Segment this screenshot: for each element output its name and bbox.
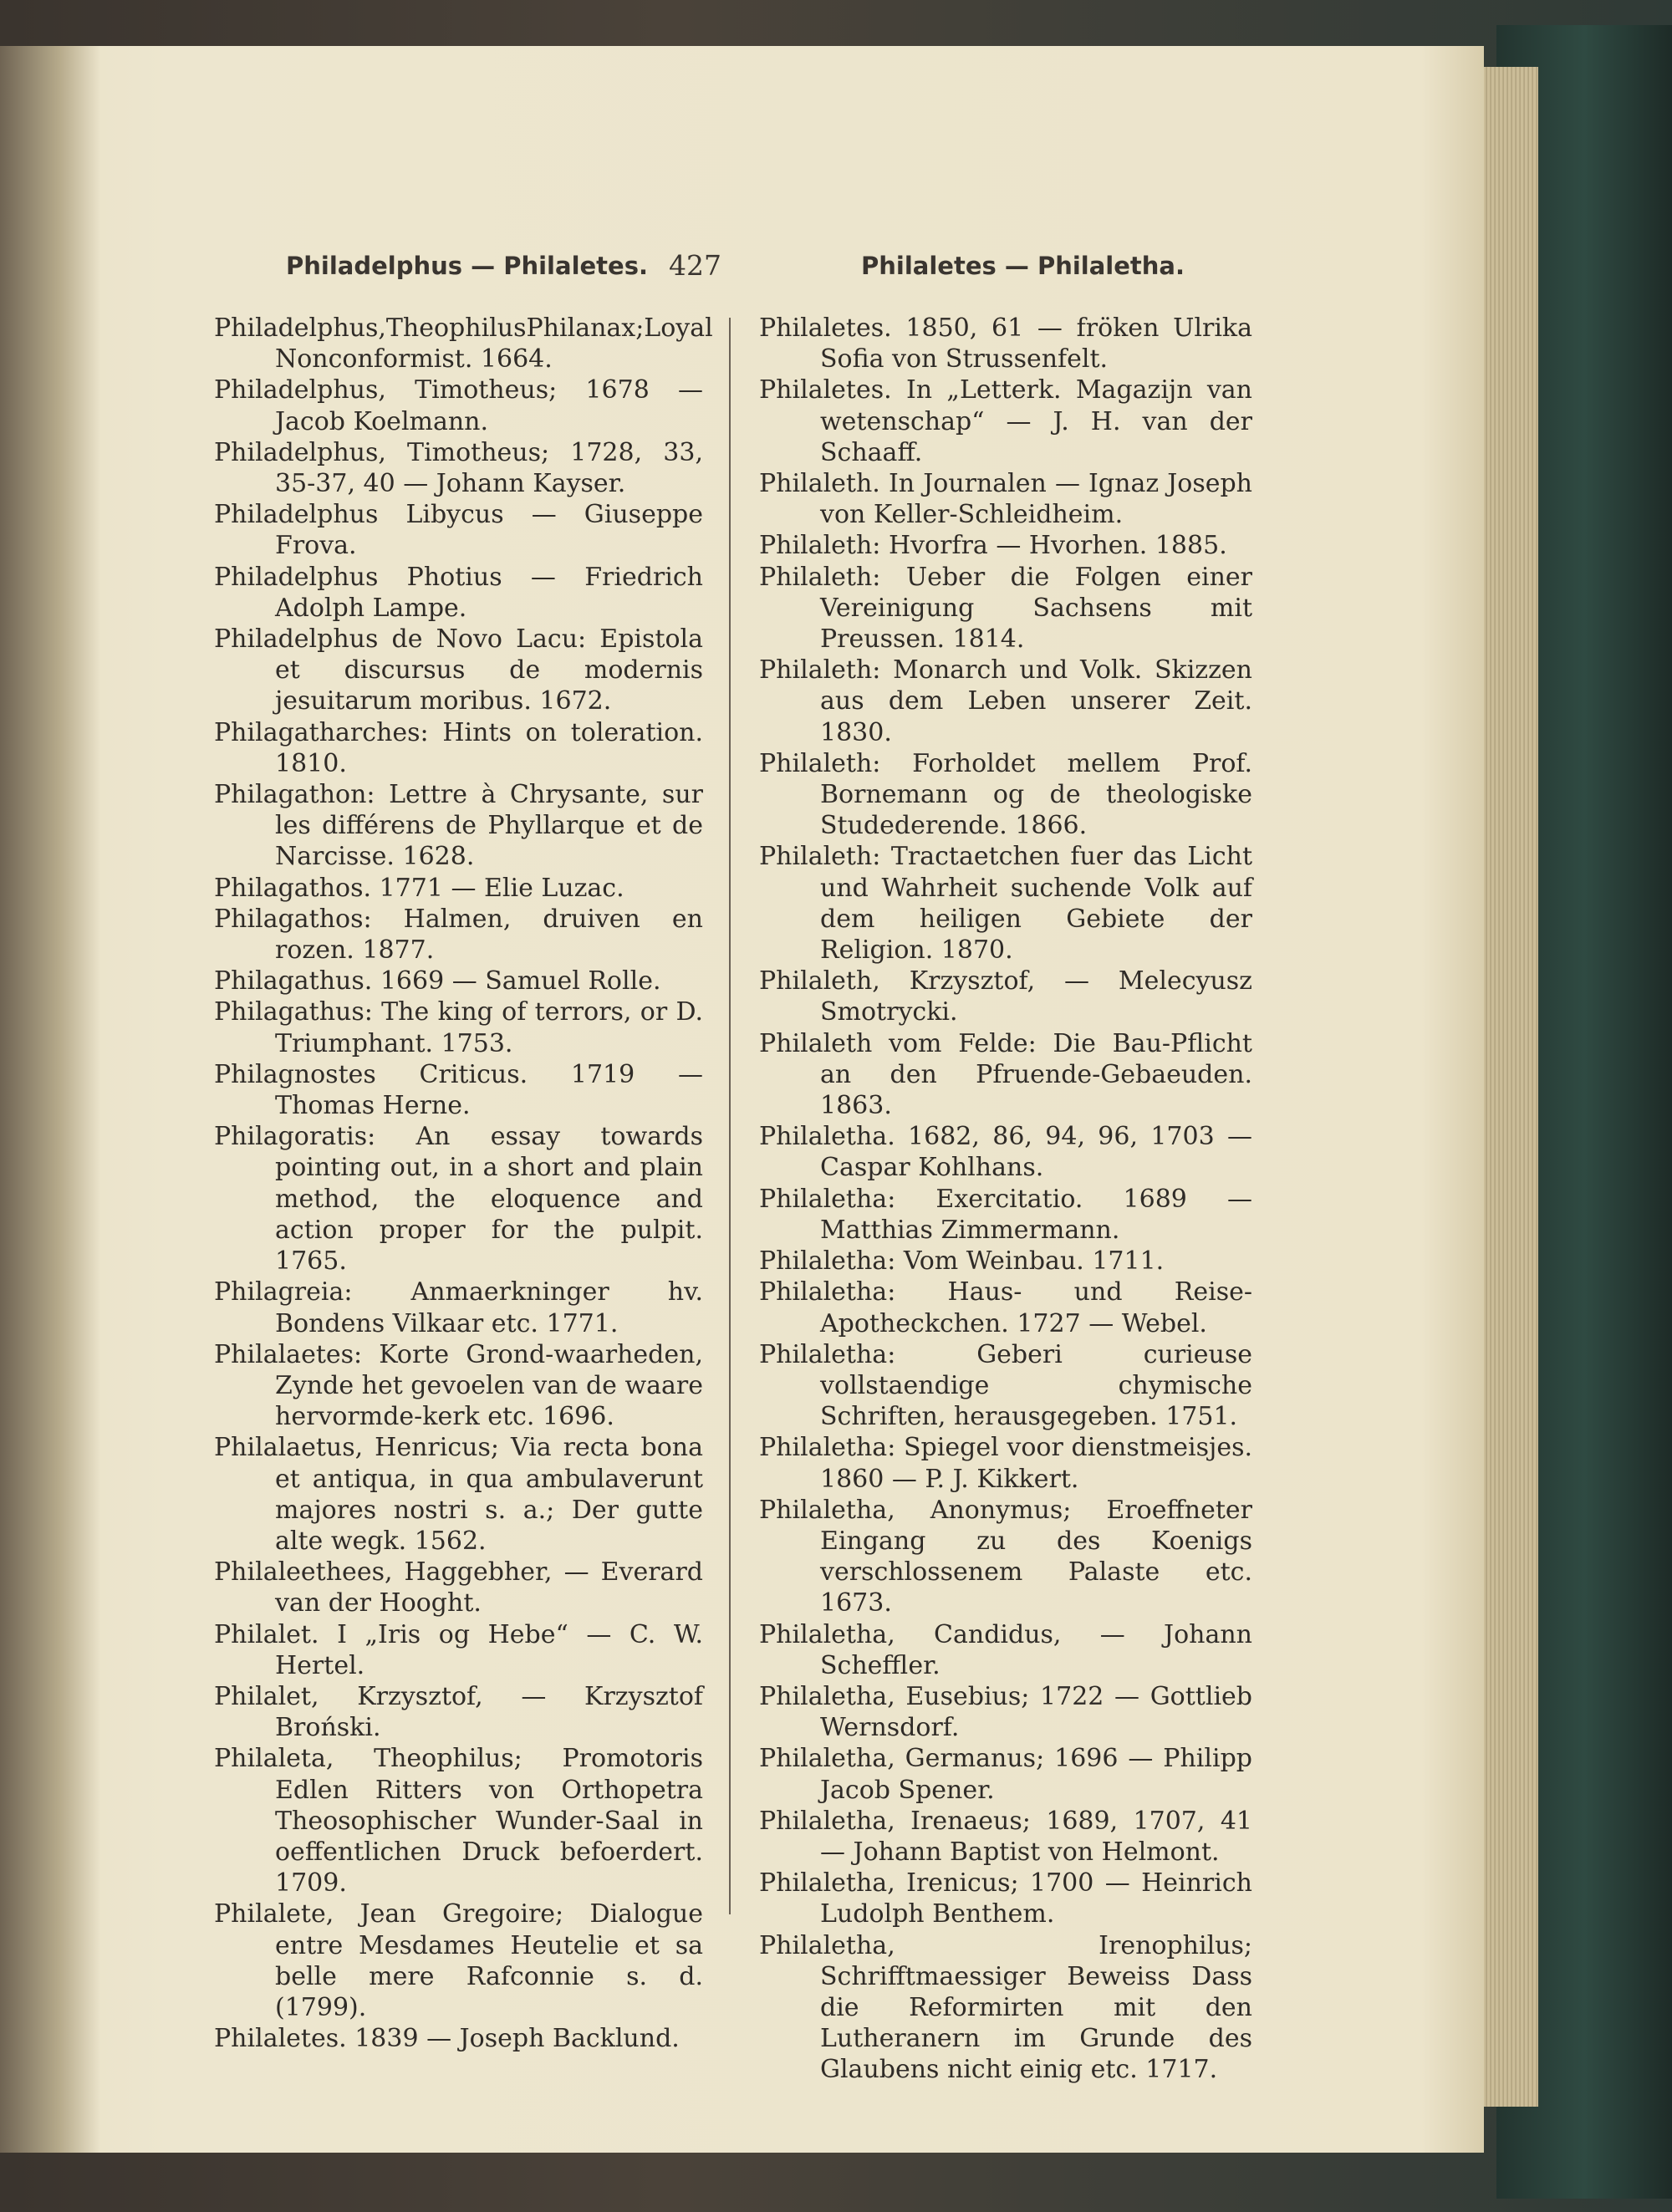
running-header-left: Philadelphus — Philaletes.: [286, 252, 648, 280]
entry: Philaleth. In Journalen — Ignaz Joseph von Keller-Schleidheim.: [759, 469, 1252, 530]
entry: Philaleth: Hvorfra — Hvorhen. 1885.: [759, 531, 1227, 561]
entry: Philaletha, Irenophilus; Schrifftmaessiger Beweiss Dass die Reformirten mit den Lutheranern im Grunde des Glaubens nicht einig etc. 1717.: [759, 1930, 1252, 2085]
entry: Philagathos. 1771 — Elie Luzac.: [214, 873, 624, 903]
entry: Philadelphus de Novo Lacu: Epistola et discursus de modernis jesuitarum moribus. 1672.: [214, 624, 703, 716]
entry: Philaleth: Forholdet mellem Prof. Bornemann og de theologiske Studederende. 1866.: [759, 748, 1252, 841]
entry: Philadelphus, Timotheus; 1728, 33, 35-37, 40 — Johann Kayser.: [214, 437, 703, 499]
entry: Philagreia: Anmaerkninger hv. Bondens Vilkaar etc. 1771.: [214, 1277, 703, 1338]
entry: Philagathus. 1669 — Samuel Rolle.: [214, 966, 661, 996]
entry: Philaletha, Candidus, — Johann Scheffler.: [759, 1619, 1252, 1680]
entry: Philaleth, Krzysztof, — Melecyusz Smotrycki.: [759, 966, 1252, 1027]
entry: Philagathos: Halmen, druiven en rozen. 1877.: [214, 904, 703, 966]
running-header-right: Philaletes — Philaletha.: [861, 252, 1185, 280]
entry: Philalete, Jean Gregoire; Dialogue entre Mesdames Heutelie et sa belle mere Rafconnie s. d. (1799).: [214, 1899, 703, 2022]
entry: Philalaetus, Henricus; Via recta bona et antiqua, in qua ambulaverunt majores nostri s. a.; Der gutte alte wegk. 1562.: [214, 1433, 703, 1556]
entry: Philagathon: Lettre à Chrysante, sur les différens de Phyllarque et de Narcisse. 1628.: [214, 780, 703, 872]
entry: Philaleta, Theophilus; Promotoris Edlen Ritters von Orthopetra Theosophischer Wunder-Saal in oeffentlichen Druck befoerdert. 1709.: [214, 1744, 703, 1899]
entry: Philagoratis: An essay towards pointing out, in a short and plain method, the eloquence and action proper for the pulpit. 1765.: [214, 1122, 703, 1277]
right-column: [759, 313, 1252, 2086]
entry: Philadelphus Libycus — Giuseppe Frova.: [214, 500, 703, 561]
entry: Philalaetes: Korte Grond-waarheden, Zynde het gevoelen van de waare hervormde-kerk etc. 1696.: [214, 1339, 703, 1432]
entry: Philaleth vom Felde: Die Bau-Pflicht an den Pfruende-Gebaeuden. 1863.: [759, 1028, 1252, 1121]
entry: Philaleth: Tractaetchen fuer das Licht und Wahrheit suchende Volk auf dem heiligen Gebiete der Religion. 1870.: [759, 842, 1252, 966]
entry: Philaletha: Vom Weinbau. 1711.: [759, 1246, 1165, 1277]
entry: Philadelphus,TheophilusPhilanax;Loyal Nonconformist. 1664.: [214, 313, 713, 375]
entry: Philaletha, Irenaeus; 1689, 1707, 41 — Johann Baptist von Helmont.: [759, 1806, 1252, 1867]
entry: Philaletha, Eusebius; 1722 — Gottlieb Wernsdorf.: [759, 1681, 1252, 1743]
entry: Philaletha, Germanus; 1696 — Philipp Jacob Spener.: [759, 1744, 1252, 1805]
entry: Philadelphus Photius — Friedrich Adolph Lampe.: [214, 562, 703, 623]
entry: Philalet. I „Iris og Hebe“ — C. W. Hertel.: [214, 1619, 703, 1680]
left-column: [214, 313, 713, 2054]
entry: Philaletes. 1839 — Joseph Backlund.: [214, 2024, 680, 2054]
entry: Philaletha: Haus- und Reise-Apotheckchen. 1727 — Webel.: [759, 1277, 1252, 1338]
entry: Philagatharches: Hints on toleration. 1810.: [214, 717, 703, 778]
entry: Philaletha, Irenicus; 1700 — Heinrich Ludolph Benthem.: [759, 1868, 1252, 1929]
entry: Philaletes. 1850, 61 — fröken Ulrika Sofia von Strussenfelt.: [759, 313, 1252, 375]
entry: Philaletha: Spiegel voor dienstmeisjes. 1860 — P. J. Kikkert.: [759, 1433, 1252, 1494]
entry: Philalet, Krzysztof, — Krzysztof Broński.: [214, 1681, 703, 1743]
entry: Philaletha: Exercitatio. 1689 — Matthias Zimmermann.: [759, 1184, 1252, 1245]
page-gutter: [0, 46, 100, 2153]
page-number: 427: [669, 249, 721, 282]
entry: Philaletha: Geberi curieuse vollstaendige chymische Schriften, herausgegeben. 1751.: [759, 1339, 1252, 1432]
entry: Philagathus: The king of terrors, or D. Triumphant. 1753.: [214, 997, 703, 1058]
entry: Philaleth: Monarch und Volk. Skizzen aus dem Leben unserer Zeit. 1830.: [759, 655, 1252, 747]
entry: Philaleth: Ueber die Folgen einer Vereinigung Sachsens mit Preussen. 1814.: [759, 562, 1252, 655]
entry: Philaletha. 1682, 86, 94, 96, 1703 — Caspar Kohlhans.: [759, 1122, 1252, 1183]
entry: Philaletes. In „Letterk. Magazijn van wetenschap“ — J. H. van der Schaaff.: [759, 375, 1252, 467]
entry: Philagnostes Criticus. 1719 — Thomas Herne.: [214, 1059, 703, 1121]
entry: Philaleethees, Haggebher, — Everard van der Hooght.: [214, 1557, 703, 1618]
column-divider: [729, 318, 731, 1914]
entry: Philaletha, Anonymus; Eroeffneter Eingang zu des Koenigs verschlossenem Palaste etc. 1673.: [759, 1495, 1252, 1618]
entry: Philadelphus, Timotheus; 1678 — Jacob Koelmann.: [214, 375, 703, 436]
